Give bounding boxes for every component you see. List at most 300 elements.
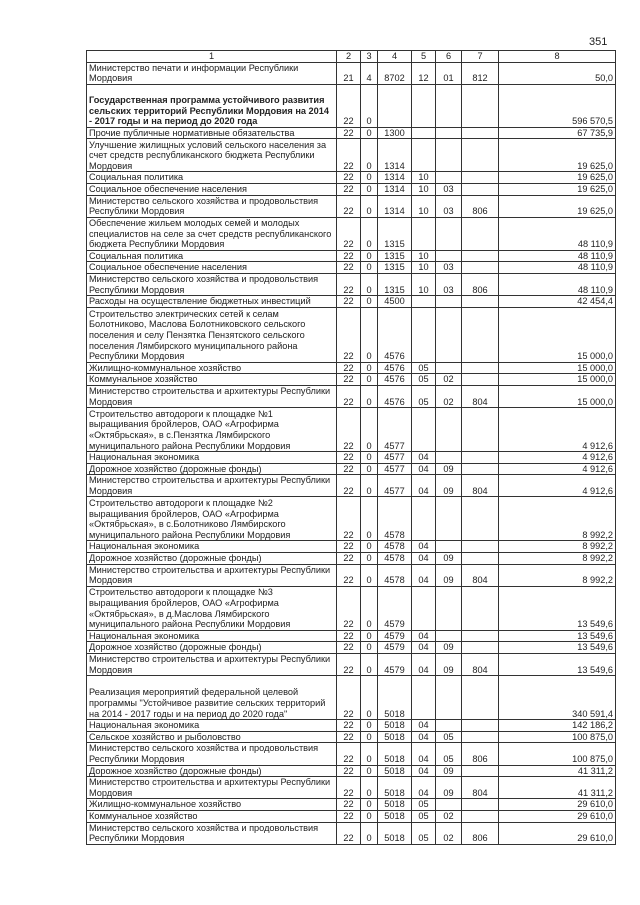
- row-amount: 29 610,0: [499, 810, 616, 822]
- row-chapter: 04: [412, 743, 436, 765]
- row-target-article: 1314: [378, 195, 412, 217]
- row-name: Министерство строительства и архитектуры Республики Мордовия: [87, 654, 337, 676]
- row-expense-type: [462, 84, 499, 127]
- row-amount: 4 912,6: [499, 408, 616, 452]
- row-name: Министерство строительства и архитектуры Республики Мордовия: [87, 475, 337, 497]
- row-chapter: 04: [412, 720, 436, 732]
- row-subchapter: 09: [436, 463, 462, 475]
- row-expense-type: [462, 296, 499, 308]
- row-target-article: 5018: [378, 720, 412, 732]
- row-subchapter: 01: [436, 62, 462, 84]
- row-chapter: 05: [412, 810, 436, 822]
- row-name: Прочие публичные нормативные обязательства: [87, 127, 337, 139]
- row-section: 22: [337, 250, 361, 262]
- row-name: Министерство строительства и архитектуры Республики Мордовия: [87, 564, 337, 586]
- row-expense-type: [462, 676, 499, 720]
- row-name: Коммунальное хозяйство: [87, 374, 337, 386]
- row-name: Социальное обеспечение населения: [87, 262, 337, 274]
- table-row: [87, 296, 616, 308]
- row-section: 22: [337, 452, 361, 464]
- row-target-article: 8702: [378, 62, 412, 84]
- row-amount: 50,0: [499, 62, 616, 84]
- row-subchapter: [436, 250, 462, 262]
- header-row: [87, 51, 616, 63]
- row-section: 22: [337, 262, 361, 274]
- row-target-article: 1315: [378, 250, 412, 262]
- row-subchapter: 02: [436, 385, 462, 407]
- table-row: [87, 408, 616, 452]
- table-row: [87, 262, 616, 274]
- row-subchapter: [436, 720, 462, 732]
- table-row: [87, 743, 616, 765]
- row-subchapter: 02: [436, 810, 462, 822]
- table-row: [87, 195, 616, 217]
- row-subsection: 4: [361, 62, 378, 84]
- row-name: Социальная политика: [87, 172, 337, 184]
- row-section: 22: [337, 475, 361, 497]
- row-subsection: 0: [361, 385, 378, 407]
- row-subsection: 0: [361, 250, 378, 262]
- row-section: 22: [337, 84, 361, 127]
- row-chapter: 04: [412, 654, 436, 676]
- row-amount: 19 625,0: [499, 172, 616, 184]
- row-chapter: 05: [412, 799, 436, 811]
- row-subchapter: [436, 799, 462, 811]
- row-chapter: 10: [412, 172, 436, 184]
- table-row: [87, 452, 616, 464]
- row-name: Социальная политика: [87, 250, 337, 262]
- row-subchapter: [436, 139, 462, 172]
- row-section: 22: [337, 642, 361, 654]
- table-row: [87, 541, 616, 553]
- row-target-article: 4576: [378, 362, 412, 374]
- row-amount: 100 875,0: [499, 731, 616, 743]
- row-expense-type: [462, 408, 499, 452]
- row-expense-type: [462, 183, 499, 195]
- row-amount: 15 000,0: [499, 385, 616, 407]
- row-target-article: 1315: [378, 262, 412, 274]
- row-name: Национальная экономика: [87, 541, 337, 553]
- row-subsection: 0: [361, 127, 378, 139]
- row-chapter: 10: [412, 273, 436, 295]
- row-subsection: 0: [361, 654, 378, 676]
- row-name: Дорожное хозяйство (дорожные фонды): [87, 642, 337, 654]
- table-row: [87, 183, 616, 195]
- row-expense-type: [462, 731, 499, 743]
- row-amount: 8 992,2: [499, 497, 616, 541]
- row-expense-type: [462, 642, 499, 654]
- row-amount: 13 549,6: [499, 654, 616, 676]
- row-section: 22: [337, 810, 361, 822]
- row-subchapter: [436, 84, 462, 127]
- row-subsection: 0: [361, 296, 378, 308]
- row-subsection: 0: [361, 765, 378, 777]
- row-chapter: 10: [412, 262, 436, 274]
- row-target-article: 5018: [378, 731, 412, 743]
- table-row: [87, 84, 616, 127]
- row-section: 22: [337, 564, 361, 586]
- row-subsection: 0: [361, 743, 378, 765]
- row-target-article: 4579: [378, 586, 412, 630]
- row-amount: 48 110,9: [499, 217, 616, 250]
- row-section: 22: [337, 720, 361, 732]
- row-amount: 4 912,6: [499, 452, 616, 464]
- row-subchapter: [436, 497, 462, 541]
- table-row: [87, 374, 616, 386]
- column-header: 6: [436, 51, 462, 63]
- row-name: Дорожное хозяйство (дорожные фонды): [87, 765, 337, 777]
- row-name: Министерство строительства и архитектуры Республики Мордовия: [87, 385, 337, 407]
- row-section: 22: [337, 172, 361, 184]
- table-row: [87, 497, 616, 541]
- row-chapter: 05: [412, 374, 436, 386]
- row-subchapter: [436, 452, 462, 464]
- row-target-article: 5018: [378, 676, 412, 720]
- row-name: Строительство автодороги к площадке №1 выращивания бройлеров, ОАО «Агрофирма «Октябрьская», в с.Пензятка Лямбирского муниципального района Республики Мордовия: [87, 408, 337, 452]
- row-name: Строительство автодороги к площадке №3 выращивания бройлеров, ОАО «Агрофирма «Октябрьская», в д.Маслова Лямбирского муниципального района Республики Мордовия: [87, 586, 337, 630]
- row-name: Жилищно-коммунальное хозяйство: [87, 362, 337, 374]
- row-name: Реализация мероприятий федеральной целевой программы "Устойчивое развитие сельских территорий на 2014 - 2017 годы и на период до 2020 года": [87, 676, 337, 720]
- table-row: [87, 586, 616, 630]
- row-target-article: 5018: [378, 822, 412, 844]
- row-chapter: [412, 84, 436, 127]
- row-subchapter: [436, 362, 462, 374]
- table-row: [87, 731, 616, 743]
- table-row: [87, 273, 616, 295]
- row-section: 22: [337, 195, 361, 217]
- column-header: 7: [462, 51, 499, 63]
- table-row: [87, 642, 616, 654]
- row-chapter: 04: [412, 475, 436, 497]
- row-name: Дорожное хозяйство (дорожные фонды): [87, 553, 337, 565]
- row-expense-type: [462, 374, 499, 386]
- row-amount: 48 110,9: [499, 273, 616, 295]
- row-name: Национальная экономика: [87, 720, 337, 732]
- row-expense-type: 804: [462, 564, 499, 586]
- table-row: [87, 172, 616, 184]
- row-subsection: 0: [361, 84, 378, 127]
- row-subsection: 0: [361, 642, 378, 654]
- row-chapter: 10: [412, 195, 436, 217]
- row-chapter: 04: [412, 731, 436, 743]
- row-section: 22: [337, 273, 361, 295]
- row-expense-type: [462, 765, 499, 777]
- row-subsection: 0: [361, 408, 378, 452]
- table-body: [87, 62, 616, 844]
- row-subchapter: 09: [436, 654, 462, 676]
- row-chapter: [412, 139, 436, 172]
- row-subsection: 0: [361, 541, 378, 553]
- row-target-article: 4579: [378, 642, 412, 654]
- column-header: 8: [499, 51, 616, 63]
- row-expense-type: [462, 217, 499, 250]
- row-target-article: 4577: [378, 463, 412, 475]
- row-section: 22: [337, 630, 361, 642]
- row-amount: 41 311,2: [499, 765, 616, 777]
- row-target-article: 5018: [378, 743, 412, 765]
- row-section: 22: [337, 541, 361, 553]
- table-row: [87, 720, 616, 732]
- table-row: [87, 127, 616, 139]
- row-subchapter: [436, 408, 462, 452]
- row-amount: 13 549,6: [499, 630, 616, 642]
- row-target-article: 1314: [378, 139, 412, 172]
- row-subsection: 0: [361, 475, 378, 497]
- row-subchapter: 03: [436, 262, 462, 274]
- row-target-article: 4579: [378, 630, 412, 642]
- table-row: [87, 799, 616, 811]
- row-subsection: 0: [361, 452, 378, 464]
- row-section: 22: [337, 362, 361, 374]
- row-expense-type: [462, 262, 499, 274]
- row-subchapter: [436, 296, 462, 308]
- row-chapter: 12: [412, 62, 436, 84]
- row-name: Министерство строительства и архитектуры Республики Мордовия: [87, 777, 337, 799]
- row-amount: 8 992,2: [499, 553, 616, 565]
- table-row: [87, 362, 616, 374]
- budget-table: [86, 50, 616, 845]
- row-subchapter: 03: [436, 273, 462, 295]
- row-subsection: 0: [361, 139, 378, 172]
- row-target-article: 1315: [378, 273, 412, 295]
- row-expense-type: [462, 720, 499, 732]
- row-subsection: 0: [361, 195, 378, 217]
- table-row: [87, 765, 616, 777]
- row-name: Министерство сельского хозяйства и продовольствия Республики Мордовия: [87, 822, 337, 844]
- table-row: [87, 307, 616, 362]
- row-target-article: 1300: [378, 127, 412, 139]
- row-chapter: 05: [412, 385, 436, 407]
- row-target-article: 5018: [378, 777, 412, 799]
- row-target-article: 4576: [378, 307, 412, 362]
- row-name: Сельское хозяйство и рыболовство: [87, 731, 337, 743]
- row-chapter: 04: [412, 553, 436, 565]
- row-amount: 340 591,4: [499, 676, 616, 720]
- row-chapter: 04: [412, 630, 436, 642]
- row-amount: 100 875,0: [499, 743, 616, 765]
- row-chapter: 10: [412, 250, 436, 262]
- row-subsection: 0: [361, 553, 378, 565]
- row-chapter: [412, 127, 436, 139]
- table-row: [87, 250, 616, 262]
- row-expense-type: 804: [462, 654, 499, 676]
- row-target-article: 5018: [378, 799, 412, 811]
- row-subchapter: 03: [436, 195, 462, 217]
- row-amount: 4 912,6: [499, 463, 616, 475]
- row-name: Национальная экономика: [87, 630, 337, 642]
- row-chapter: [412, 586, 436, 630]
- row-section: 22: [337, 463, 361, 475]
- row-target-article: 4577: [378, 475, 412, 497]
- row-section: 22: [337, 654, 361, 676]
- row-section: 22: [337, 777, 361, 799]
- table-row: [87, 475, 616, 497]
- row-subchapter: 09: [436, 765, 462, 777]
- row-subchapter: 05: [436, 731, 462, 743]
- row-target-article: 5018: [378, 765, 412, 777]
- row-target-article: 5018: [378, 810, 412, 822]
- row-expense-type: 806: [462, 195, 499, 217]
- row-amount: 19 625,0: [499, 139, 616, 172]
- row-section: 22: [337, 676, 361, 720]
- row-target-article: 1314: [378, 172, 412, 184]
- row-amount: 29 610,0: [499, 822, 616, 844]
- row-section: 21: [337, 62, 361, 84]
- row-subsection: 0: [361, 183, 378, 195]
- table-row: [87, 654, 616, 676]
- row-subsection: 0: [361, 676, 378, 720]
- row-chapter: 10: [412, 183, 436, 195]
- row-expense-type: 806: [462, 273, 499, 295]
- table-row: [87, 463, 616, 475]
- row-expense-type: 804: [462, 777, 499, 799]
- row-subsection: 0: [361, 799, 378, 811]
- row-subchapter: [436, 630, 462, 642]
- row-subsection: 0: [361, 374, 378, 386]
- row-subchapter: [436, 676, 462, 720]
- row-subsection: 0: [361, 217, 378, 250]
- row-name: Министерство сельского хозяйства и продовольствия Республики Мордовия: [87, 273, 337, 295]
- row-section: 22: [337, 183, 361, 195]
- row-subsection: 0: [361, 630, 378, 642]
- table-row: [87, 810, 616, 822]
- row-name: Дорожное хозяйство (дорожные фонды): [87, 463, 337, 475]
- row-amount: 13 549,6: [499, 642, 616, 654]
- column-header: 3: [361, 51, 378, 63]
- row-subchapter: [436, 172, 462, 184]
- row-section: 22: [337, 799, 361, 811]
- row-amount: 41 311,2: [499, 777, 616, 799]
- table-row: [87, 676, 616, 720]
- row-subchapter: [436, 586, 462, 630]
- row-target-article: 4500: [378, 296, 412, 308]
- row-section: 22: [337, 553, 361, 565]
- table-row: [87, 777, 616, 799]
- row-target-article: 4578: [378, 564, 412, 586]
- row-amount: 15 000,0: [499, 307, 616, 362]
- row-amount: 8 992,2: [499, 564, 616, 586]
- table-row: [87, 62, 616, 84]
- table-row: [87, 630, 616, 642]
- row-expense-type: [462, 172, 499, 184]
- row-amount: 29 610,0: [499, 799, 616, 811]
- row-subsection: 0: [361, 362, 378, 374]
- row-amount: 42 454,4: [499, 296, 616, 308]
- row-expense-type: 804: [462, 475, 499, 497]
- row-name: Социальное обеспечение населения: [87, 183, 337, 195]
- row-chapter: 04: [412, 642, 436, 654]
- row-amount: 67 735,9: [499, 127, 616, 139]
- row-target-article: 4579: [378, 654, 412, 676]
- row-name: Коммунальное хозяйство: [87, 810, 337, 822]
- row-expense-type: [462, 362, 499, 374]
- row-section: 22: [337, 765, 361, 777]
- row-subsection: 0: [361, 810, 378, 822]
- row-subchapter: 02: [436, 822, 462, 844]
- row-amount: 15 000,0: [499, 362, 616, 374]
- table-row: [87, 553, 616, 565]
- row-target-article: [378, 84, 412, 127]
- row-amount: 48 110,9: [499, 262, 616, 274]
- row-target-article: 4576: [378, 385, 412, 407]
- row-subchapter: 05: [436, 743, 462, 765]
- row-expense-type: [462, 586, 499, 630]
- row-subchapter: 09: [436, 475, 462, 497]
- row-amount: 596 570,5: [499, 84, 616, 127]
- row-subsection: 0: [361, 172, 378, 184]
- row-target-article: 4577: [378, 408, 412, 452]
- row-name: Обеспечение жильем молодых семей и молодых специалистов на селе за счет средств республиканского бюджета Республики Мордовия: [87, 217, 337, 250]
- column-header: 1: [87, 51, 337, 63]
- table-row: [87, 139, 616, 172]
- table-row: [87, 564, 616, 586]
- row-expense-type: [462, 127, 499, 139]
- row-name: Жилищно-коммунальное хозяйство: [87, 799, 337, 811]
- row-chapter: [412, 296, 436, 308]
- row-subsection: 0: [361, 731, 378, 743]
- row-expense-type: [462, 497, 499, 541]
- row-subsection: 0: [361, 564, 378, 586]
- row-amount: 142 186,2: [499, 720, 616, 732]
- row-section: 22: [337, 307, 361, 362]
- row-subchapter: [436, 307, 462, 362]
- row-chapter: 05: [412, 362, 436, 374]
- row-amount: 19 625,0: [499, 183, 616, 195]
- row-target-article: 4577: [378, 452, 412, 464]
- row-subsection: 0: [361, 307, 378, 362]
- row-chapter: 04: [412, 564, 436, 586]
- row-expense-type: 812: [462, 62, 499, 84]
- row-subchapter: 09: [436, 564, 462, 586]
- row-subsection: 0: [361, 777, 378, 799]
- row-chapter: 04: [412, 463, 436, 475]
- row-expense-type: 806: [462, 822, 499, 844]
- row-chapter: 05: [412, 822, 436, 844]
- row-target-article: 4578: [378, 553, 412, 565]
- row-subsection: 0: [361, 497, 378, 541]
- row-target-article: 4578: [378, 497, 412, 541]
- row-expense-type: [462, 630, 499, 642]
- row-amount: 15 000,0: [499, 374, 616, 386]
- row-chapter: 04: [412, 452, 436, 464]
- row-name: Строительство автодороги к площадке №2 выращивания бройлеров, ОАО «Агрофирма «Октябрьская», в с.Болотниково Лямбирского муниципального района Республики Мордовия: [87, 497, 337, 541]
- row-amount: 13 549,6: [499, 586, 616, 630]
- table-row: [87, 217, 616, 250]
- row-chapter: 04: [412, 765, 436, 777]
- row-expense-type: 804: [462, 385, 499, 407]
- row-name: Государственная программа устойчивого развития сельских территорий Республики Мордовия на 2014 - 2017 годы и на период до 2020 года: [87, 84, 337, 127]
- row-subchapter: 02: [436, 374, 462, 386]
- row-subsection: 0: [361, 262, 378, 274]
- row-subsection: 0: [361, 822, 378, 844]
- row-chapter: 04: [412, 777, 436, 799]
- table-row: [87, 385, 616, 407]
- row-expense-type: [462, 541, 499, 553]
- row-section: 22: [337, 743, 361, 765]
- row-subsection: 0: [361, 273, 378, 295]
- row-name: Расходы на осуществление бюджетных инвестиций: [87, 296, 337, 308]
- row-chapter: [412, 307, 436, 362]
- row-expense-type: 806: [462, 743, 499, 765]
- row-name: Национальная экономика: [87, 452, 337, 464]
- row-name: Министерство печати и информации Республики Мордовия: [87, 62, 337, 84]
- column-header: 2: [337, 51, 361, 63]
- row-section: 22: [337, 586, 361, 630]
- row-subchapter: 09: [436, 777, 462, 799]
- row-target-article: 4578: [378, 541, 412, 553]
- row-section: 22: [337, 731, 361, 743]
- row-subchapter: [436, 541, 462, 553]
